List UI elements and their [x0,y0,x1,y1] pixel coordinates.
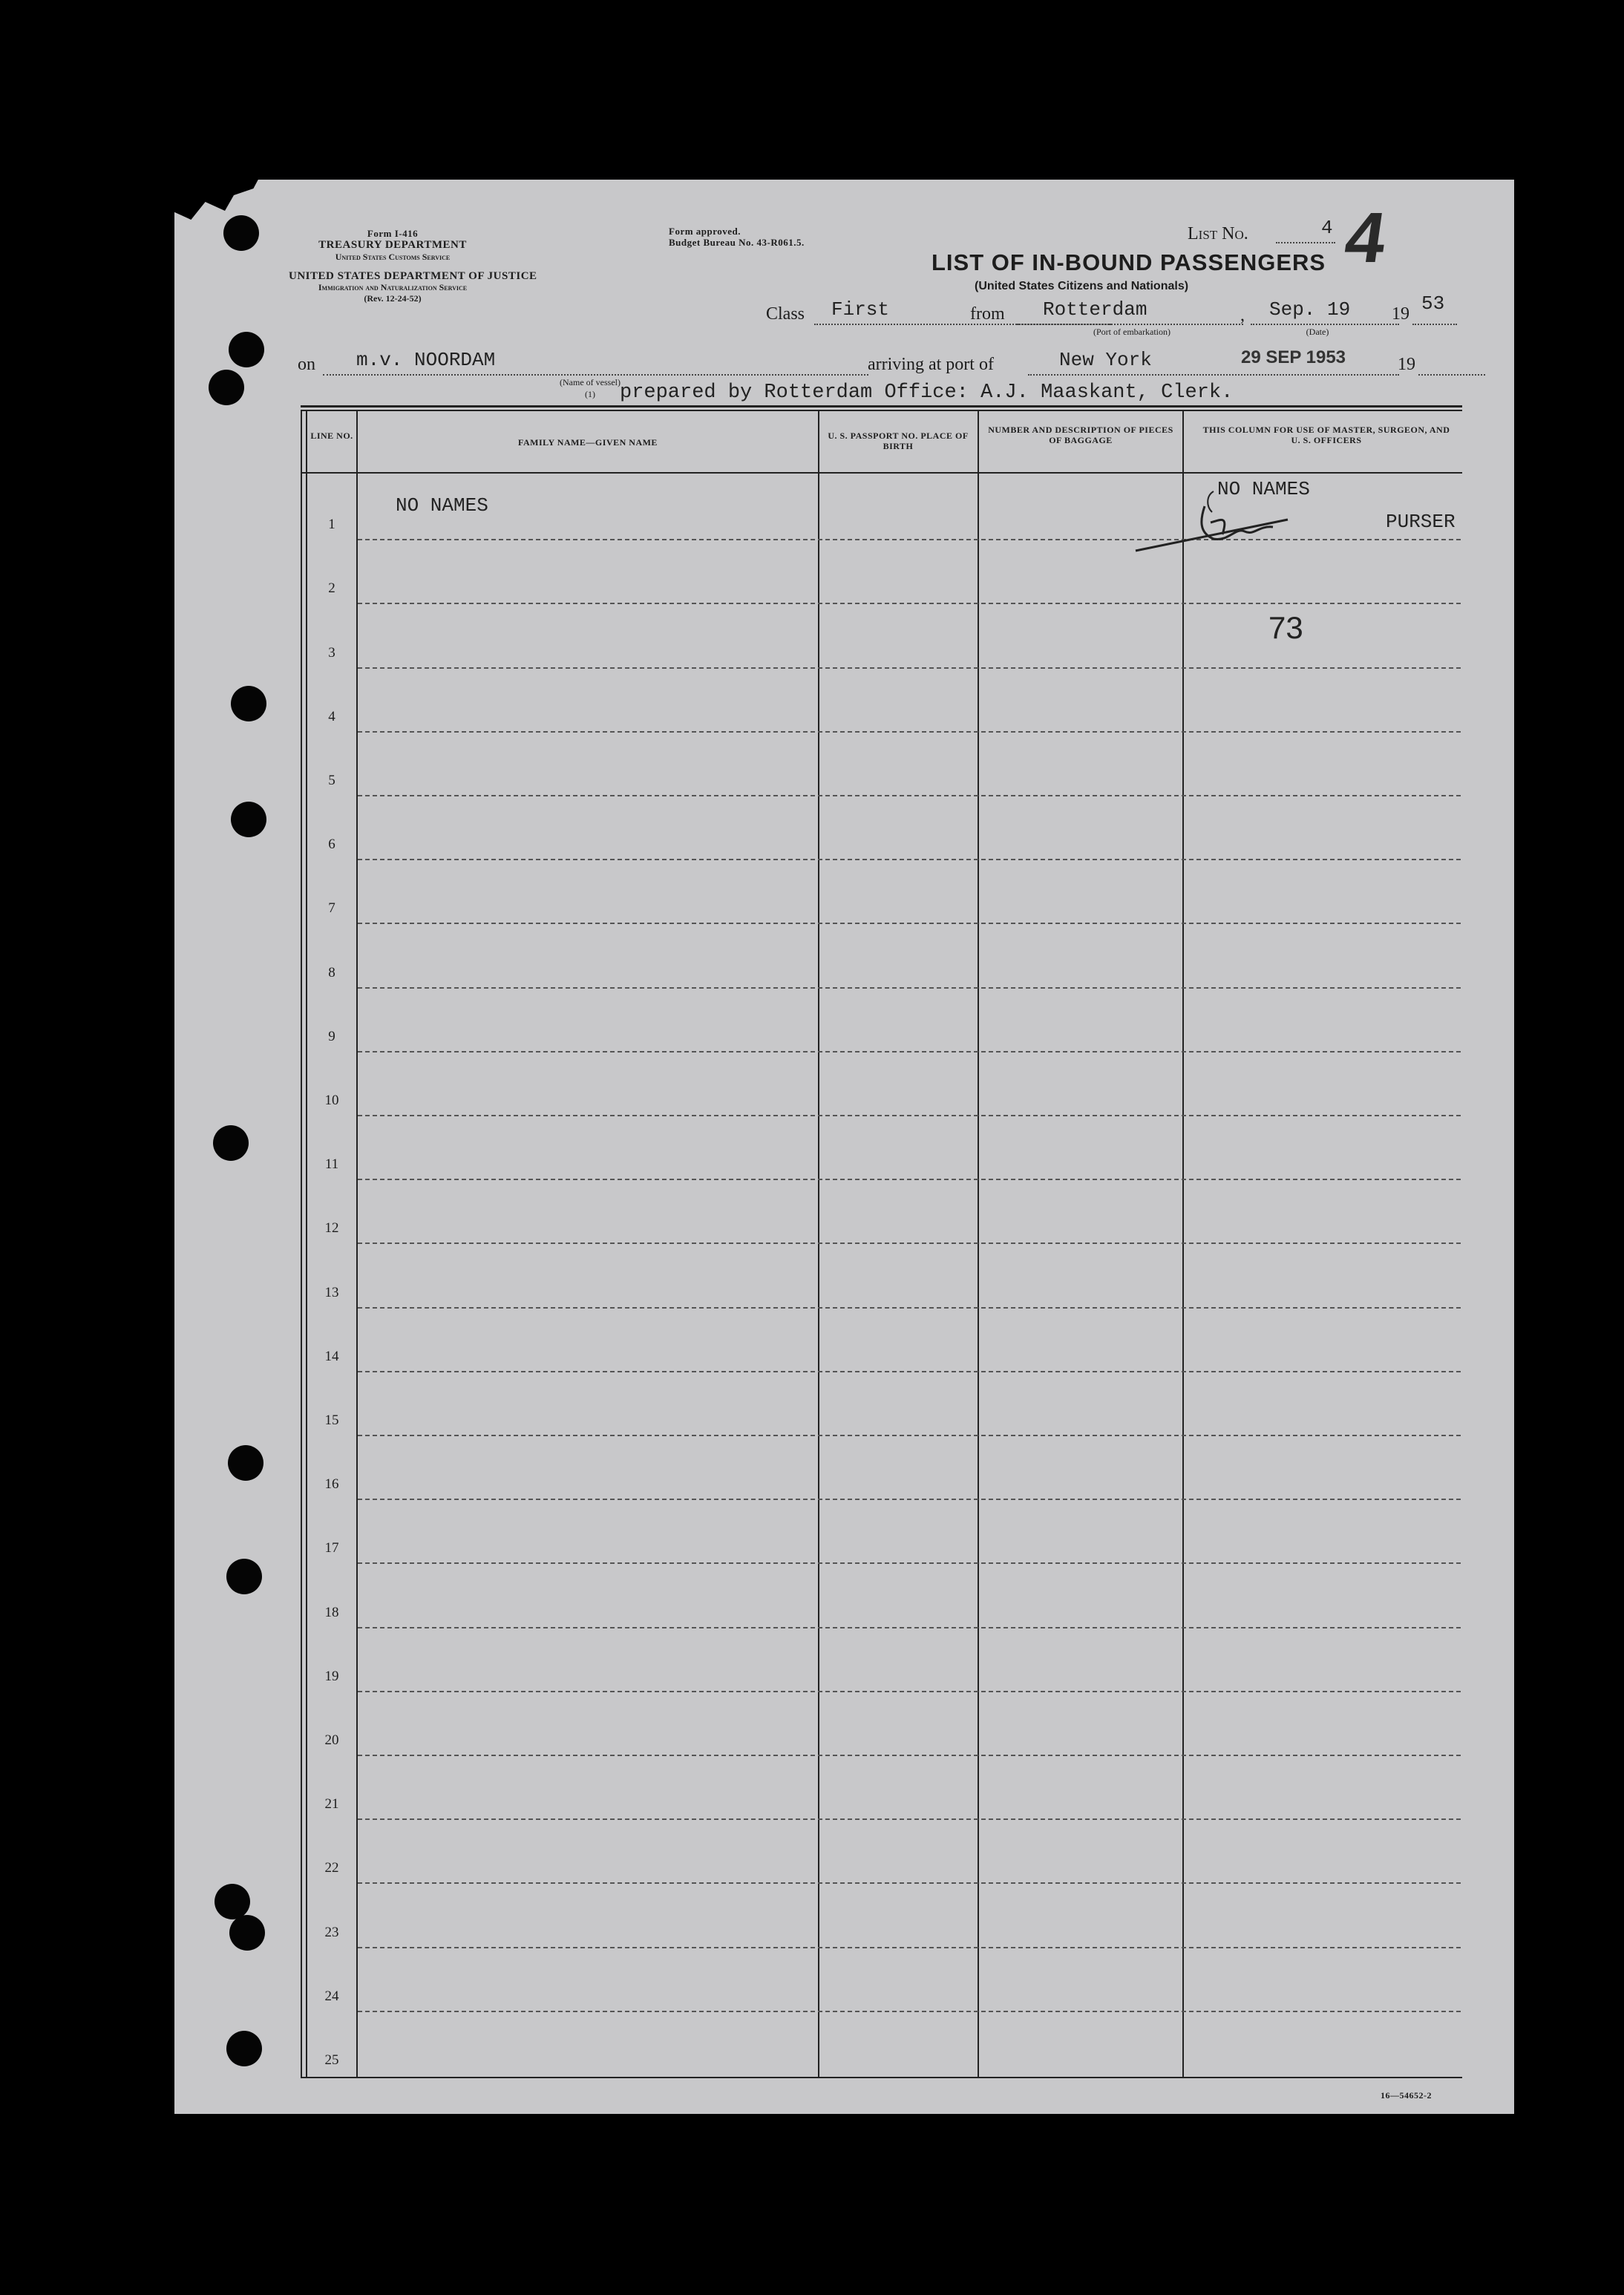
punch-hole [231,802,266,837]
torn-corner [171,175,261,220]
row-rule [358,731,1461,733]
from-label: from [970,304,1005,324]
row-number: 15 [324,1412,339,1428]
manifest-sheet [174,180,1514,2114]
purser-signature [1132,490,1303,557]
punch-hole [226,1559,262,1594]
punch-hole [226,2031,262,2066]
punch-hole [213,1125,249,1161]
row-rule [358,1627,1461,1628]
treasury-dept: TREASURY DEPARTMENT [318,239,467,251]
date-caption: (Date) [1306,327,1329,337]
punch-hole [209,370,244,405]
table-bottom-rule [301,2077,1462,2078]
row-rule [358,923,1461,924]
prepared-by: prepared by Rotterdam Office: A.J. Maaskant, Clerk. [620,382,1234,404]
form-number: Form I-416 [367,228,419,239]
port-caption: (Port of embarkation) [1093,327,1170,337]
row-number: 9 [328,1028,335,1044]
row-number: 1 [328,517,335,533]
arrival-date-stamp: 29 SEP 1953 [1241,347,1346,367]
header-officers: THIS COLUMN FOR USE OF MASTER, SURGEON, AND U. S. OFFICERS [1202,425,1450,445]
row-number: 24 [324,1988,339,2004]
row-rule [358,1882,1461,1884]
arrival-year-line [1418,374,1485,376]
officer-entry: NO NAMES [1217,478,1310,500]
punch-hole [229,332,264,367]
table-top-rule [301,405,1462,407]
row-rule [358,667,1461,669]
arriving-value: New York [1059,349,1152,371]
row-number: 23 [324,1924,339,1940]
row-rule [358,859,1461,860]
row-rule [358,1115,1461,1116]
customs-service: United States Customs Service [335,252,451,262]
row-number: 5 [328,773,335,788]
ins-service: Immigration and Naturalization Service [318,282,468,292]
row-number: 7 [328,900,335,917]
footer-code: 16—54652-2 [1381,2090,1432,2101]
row-rule [358,1051,1461,1052]
year-value: 53 [1421,292,1445,315]
row-rule [358,603,1461,604]
header-passport: U. S. PASSPORT NO. PLACE OF BIRTH [828,430,969,451]
row-rule [358,1499,1461,1500]
vessel-line [323,374,868,376]
punch-hole [223,215,259,251]
row-rule [358,1371,1461,1372]
row-rule [358,1179,1461,1180]
list-no-typed: 4 [1321,217,1333,239]
punch-hole [231,686,266,721]
punch-hole [228,1445,263,1481]
row-rule [358,1691,1461,1692]
row-number: 10 [324,1093,339,1108]
vessel-caption: (Name of vessel) [560,377,621,387]
header-bottom-rule [301,472,1462,474]
revision-date: (Rev. 12-24-52) [364,293,422,304]
row-number: 19 [324,1668,339,1684]
col-border-left-2 [306,410,307,2078]
punch-hole [229,1915,265,1951]
row-rule [358,1435,1461,1436]
row-number: 6 [328,837,335,853]
row-number: 14 [324,1348,339,1364]
row-rule [358,1947,1461,1948]
list-no-line [1276,242,1335,243]
list-no-label: List No. [1188,224,1248,243]
form-title: LIST OF IN-BOUND PASSENGERS [931,249,1326,275]
from-line [1017,324,1243,325]
arrival-year-prefix: 19 [1398,355,1415,374]
year-line [1412,324,1457,325]
row-number: 2 [328,580,335,597]
row-rule [358,1307,1461,1309]
col-border-left [301,410,302,2078]
class-value: First [831,298,890,321]
justice-dept: UNITED STATES DEPARTMENT OF JUSTICE [289,270,537,282]
date-line [1251,324,1399,325]
vessel-note: (1) [585,389,595,399]
row-rule [358,987,1461,989]
year-prefix: 19 [1392,304,1409,324]
row-number: 4 [328,708,335,724]
name-entry: NO NAMES [396,494,488,517]
header-line-no: LINE NO. [310,430,353,441]
row-rule [358,795,1461,796]
row-number: 22 [324,1860,339,1876]
comma: , [1240,306,1245,325]
purser-label: PURSER [1386,511,1456,533]
row-rule [358,1755,1461,1756]
row-number: 8 [328,964,335,980]
row-number: 12 [324,1220,339,1237]
list-no-stamp: 4 [1340,198,1391,278]
arriving-label: arriving at port of [868,355,994,374]
row-number: 11 [324,1156,339,1173]
arriving-line [1028,374,1399,376]
form-approved: Form approved. [669,226,741,237]
handwritten-number: 73 [1268,610,1303,645]
class-label: Class [766,304,805,324]
row-number: 18 [324,1604,339,1620]
row-number: 13 [324,1284,339,1300]
row-rule [358,2011,1461,2012]
vessel-value: m.v. NOORDAM [356,349,496,371]
row-rule [358,1562,1461,1564]
row-number: 16 [324,1476,339,1493]
on-label: on [298,355,315,374]
row-rule [358,1818,1461,1820]
header-name: FAMILY NAME—GIVEN NAME [518,437,658,448]
form-subtitle: (United States Citizens and Nationals) [975,280,1189,292]
from-value: Rotterdam [1043,298,1147,321]
date-value: Sep. 19 [1269,298,1351,321]
row-number: 25 [324,2052,339,2068]
row-number: 17 [324,1540,339,1556]
header-baggage: NUMBER AND DESCRIPTION OF PIECES OF BAGGAGE [988,425,1173,445]
row-rule [358,1243,1461,1244]
budget-bureau: Budget Bureau No. 43-R061.5. [669,237,805,248]
row-number: 20 [324,1732,339,1748]
row-number: 21 [324,1796,339,1813]
row-number: 3 [328,644,335,661]
table-top-rule-2 [301,410,1462,411]
punch-hole [215,1884,250,1919]
